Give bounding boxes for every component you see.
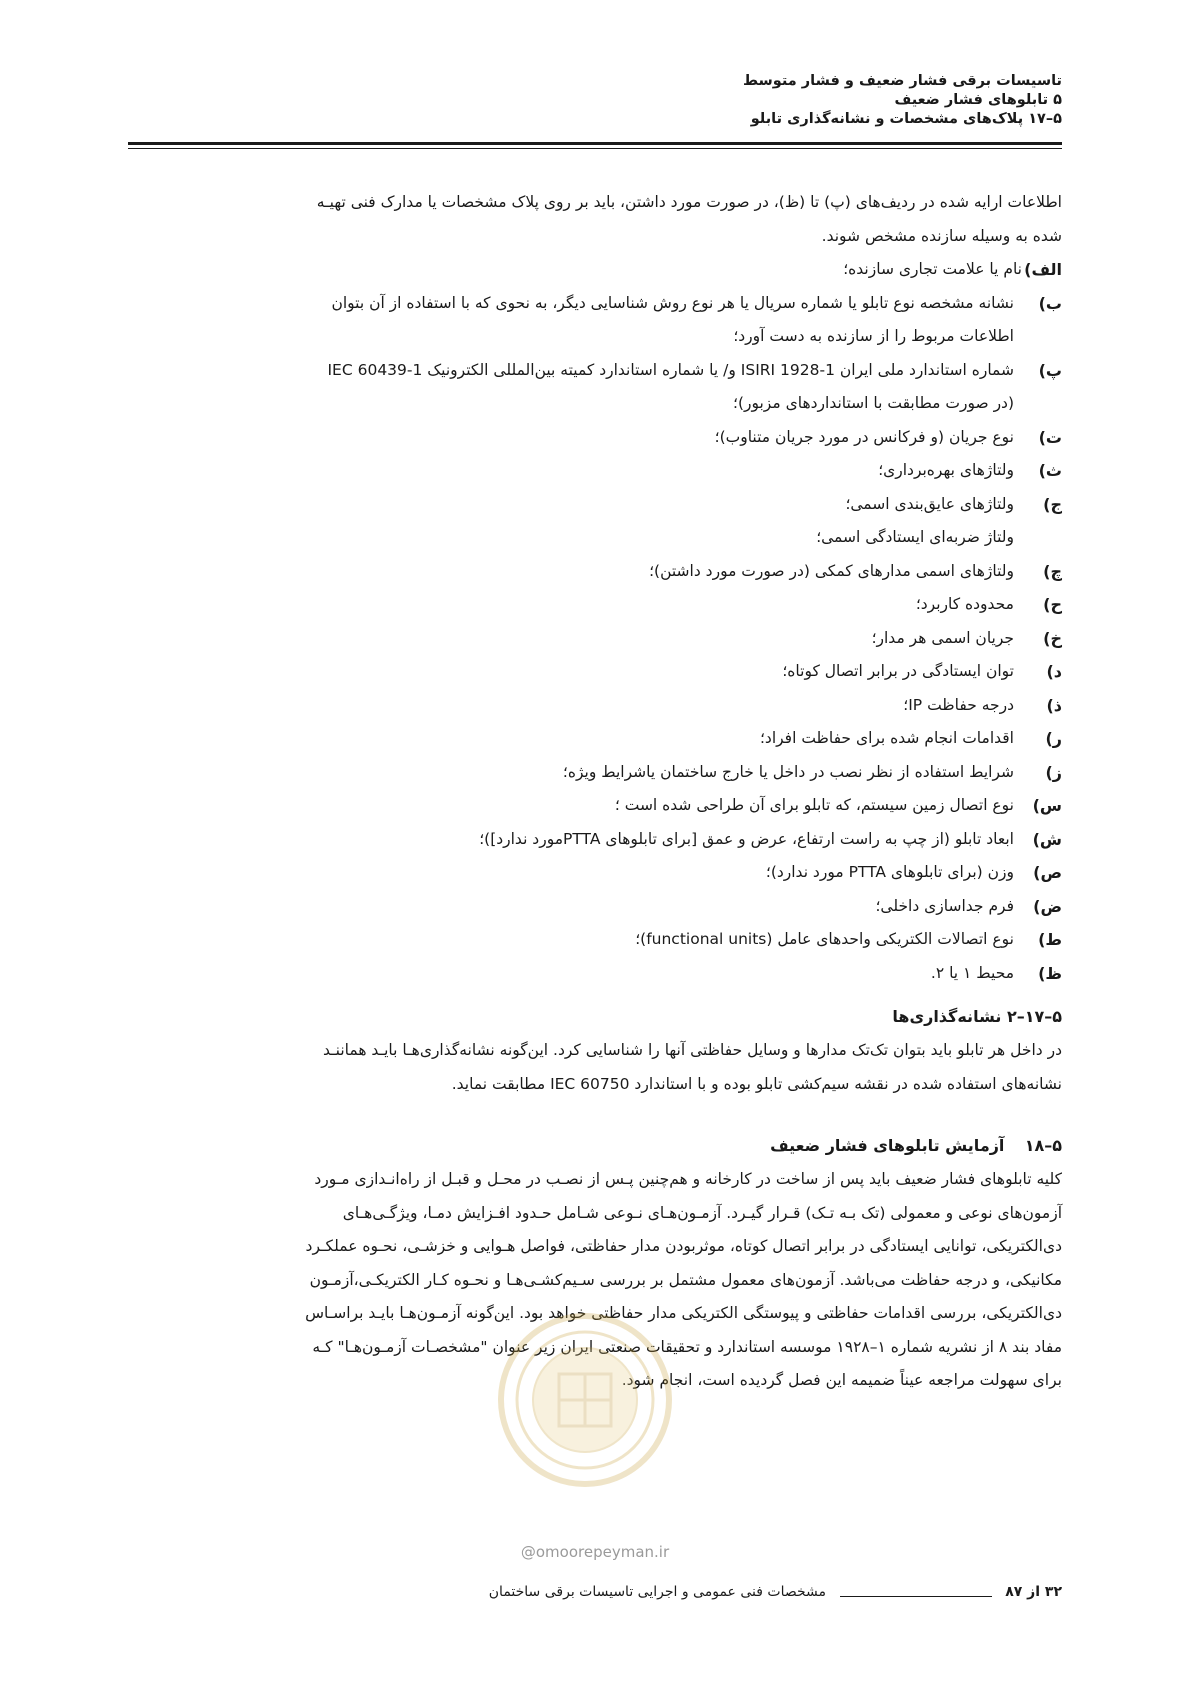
item-continuation: ولتاژ ضربه‌ای ایستادگی اسمی؛: [816, 528, 1014, 546]
section-testing-line: کلیه تابلوهای فشار ضعیف باید پس از ساخت در کارخانه و هم‌چنین پـس از نصـب در محـل و قبـل از راه‌انـدازی مـورد: [314, 1170, 1062, 1188]
list-item: [128, 588, 1062, 622]
item-text-part: شماره استاندارد ملی ایران: [834, 360, 1014, 379]
item-mark: ص): [1033, 863, 1062, 882]
item-mark: ت): [1038, 427, 1062, 447]
list-item: [128, 555, 1062, 589]
section-testing-line: دی‌الکتریکی، بررسی اقدامات حفاظتی و پیوستگی الکتریکی مدار حفاظتی خواهد بود. این‌گونه آزمـون‌هـا بایـد براسـاس: [305, 1304, 1062, 1322]
item-mark: س): [1032, 796, 1062, 815]
standard-code: ISIRI 1928-1: [740, 360, 835, 379]
item-text: نوع جریان (و فرکانس در مورد جریان متناوب)؛: [714, 427, 1014, 446]
item-text: محدوده کاربرد؛: [915, 595, 1014, 613]
page-header: [128, 72, 1062, 129]
item-mark: ش): [1032, 829, 1062, 849]
header-line-3: ۵–۱۷ پلاک‌های مشخصات و نشانه‌گذاری تابلو: [750, 111, 1062, 127]
item-mark: ج): [1043, 494, 1062, 514]
item-text: ولتاژهای بهره‌برداری؛: [878, 461, 1014, 479]
watermark-site: @omoorepeyman.ir: [520, 1543, 670, 1561]
item-mark: الف): [1024, 260, 1062, 279]
list-item: [128, 454, 1062, 488]
section-testing-line: دی‌الکتریکی، توانایی ایستادگی در برابر اتصال کوتاه، موثربودن مدار حفاظتی، فواصل هـوایی و خزشـی، نحـوه عملکـرد: [305, 1237, 1062, 1255]
list-item: [128, 789, 1062, 823]
list-item: [128, 488, 1062, 522]
list-item: [128, 622, 1062, 656]
list-item: [128, 655, 1062, 689]
item-continuation: (در صورت مطابقت با استانداردهای مزبور)؛: [733, 394, 1014, 412]
item-text: نام یا علامت تجاری سازنده؛: [843, 260, 1022, 278]
list-item: [128, 354, 1062, 388]
item-text: نشانه مشخصه نوع تابلو یا شماره سریال یا هر نوع روش شناسایی دیگر، به نحوی که با استفاده از آن بتوان: [331, 293, 1014, 312]
list-item: [128, 253, 1062, 287]
item-mark: خ): [1043, 628, 1062, 648]
section-testing-line: آزمون‌های نوعی و معمولی (تک بـه تـک) قـرار گیـرد. آزمـون‌هـای نـوعی شـامل حـدود افـزایش دمـا، ویژگـی‌هـای: [342, 1203, 1062, 1222]
item-mark: ب): [1038, 293, 1062, 313]
intro-line-2: شده به وسیله سازنده مشخص شوند.: [821, 226, 1062, 245]
item-mark: ر): [1045, 729, 1062, 748]
list-item: [128, 957, 1062, 991]
section-marking-line-2: نشانه‌های استفاده شده در نقشه سیم‌کشی تابلو بوده و با استاندارد IEC 60750 مطابقت نماید.: [451, 1074, 1062, 1093]
page-body: [128, 186, 1062, 1398]
standard-code: IEC 60439-1: [327, 360, 423, 379]
item-mark: د): [1046, 662, 1062, 681]
list-item: [128, 421, 1062, 455]
item-text: درجه حفاظت IP؛: [903, 695, 1014, 714]
list-item: [128, 856, 1062, 890]
item-text: ولتاژهای عایق‌بندی اسمی؛: [845, 494, 1014, 513]
header-line-2: ۵ تابلوهای فشار ضعیف: [894, 92, 1062, 108]
item-text: نوع اتصالات الکتریکی واحدهای عامل (functional units)؛: [635, 930, 1014, 948]
item-text: محیط ۱ یا ۲.: [930, 963, 1014, 982]
list-item: [128, 689, 1062, 723]
item-mark: ط): [1038, 930, 1062, 949]
item-text: فرم جداسازی داخلی؛: [875, 896, 1014, 915]
item-text: نوع اتصال زمین سیستم، که تابلو برای آن طراحی شده است ؛: [614, 796, 1014, 814]
item-text: توان ایستادگی در برابر اتصال کوتاه؛: [782, 662, 1014, 680]
header-line-1: تاسیسات برقی فشار ضعیف و فشار متوسط: [742, 73, 1062, 89]
item-text: وزن (برای تابلوهای PTTA مورد ندارد)؛: [765, 863, 1014, 881]
section-testing-line: برای سهولت مراجعه عیناً ضمیمه این فصل گردیده است، انجام شود.: [621, 1371, 1062, 1389]
list-item: [128, 722, 1062, 756]
section-testing-heading: [128, 1129, 1062, 1163]
list-item: [128, 287, 1062, 321]
page-footer: [128, 1584, 1062, 1612]
page-number: ۳۲ از ۸۷: [1005, 1584, 1062, 1600]
list-item: [128, 923, 1062, 957]
section-testing-line: مکانیکی، و درجه حفاظت می‌باشد. آزمون‌های معمول مشتمل بر بررسی سـیم‌کشـی‌هـا و نحـوه کـار الکتریکـی،آزمـون: [309, 1270, 1062, 1289]
intro-line-1: اطلاعات ارایه شده در ردیف‌های (پ) تا (ظ)، در صورت مورد داشتن، باید بر روی پلاک مشخصات یا مدارک فنی تهیـه: [316, 193, 1062, 211]
item-mark: ز): [1045, 762, 1062, 782]
section-marking-line-1: در داخل هر تابلو باید بتوان تک‌تک مدارها و وسایل حفاظتی آنها را شناسایی کرد. این‌گونه نشانه‌گذاری‌هـا بایـد هماننـد: [322, 1041, 1062, 1059]
footer-title: مشخصات فنی عمومی و اجرایی تاسیسات برقی ساختمان: [488, 1584, 826, 1600]
item-text: جریان اسمی هر مدار؛: [871, 628, 1014, 647]
header-rule-thick: [128, 142, 1062, 145]
header-rule-thin: [128, 148, 1062, 149]
intro-paragraph: [128, 186, 1062, 253]
item-text: ابعاد تابلو (از چپ به راست ارتفاع، عرض و عمق [برای تابلوهای PTTAمورد ندارد])؛: [479, 829, 1014, 848]
section-testing-number: ۵–۱۸: [1024, 1136, 1062, 1155]
item-mark: ذ): [1046, 695, 1062, 715]
item-mark: ظ): [1038, 963, 1062, 983]
item-mark: ث): [1038, 461, 1062, 480]
item-mark: ض): [1033, 896, 1062, 916]
item-text: اقدامات انجام شده برای حفاظت افراد؛: [759, 729, 1014, 747]
section-marking-title: ۵–۱۷–۲ نشانه‌گذاری‌ها: [892, 1007, 1062, 1026]
footer-rule: [840, 1596, 992, 1597]
item-mark: ح): [1043, 595, 1062, 614]
item-text: شرایط استفاده از نظر نصب در داخل یا خارج ساختمان یاشرایط ویژه؛: [562, 762, 1014, 781]
section-testing-line: مفاد بند ۸ از نشریه شماره ۱–۱۹۲۸ موسسه استاندارد و تحقیقات صنعتی ایران زیر عنوان "مشخصـات آزمـون‌هـا" کـه: [312, 1337, 1062, 1356]
item-mark: چ): [1043, 561, 1062, 581]
list-item: [128, 890, 1062, 924]
section-testing-title: آزمایش تابلوهای فشار ضعیف: [770, 1136, 1005, 1155]
item-text: [128, 354, 1014, 388]
item-text-part: و/ یا شماره استاندارد کمیته بین‌المللی الکترونیک: [422, 360, 741, 379]
list-item: [128, 823, 1062, 857]
list-item: [128, 756, 1062, 790]
spacer: [128, 1101, 1062, 1119]
item-continuation: اطلاعات مربوط را از سازنده به دست آورد؛: [733, 327, 1014, 345]
item-text: ولتاژهای اسمی مدارهای کمکی (در صورت مورد داشتن)؛: [649, 561, 1014, 580]
item-mark: پ): [1038, 360, 1062, 380]
